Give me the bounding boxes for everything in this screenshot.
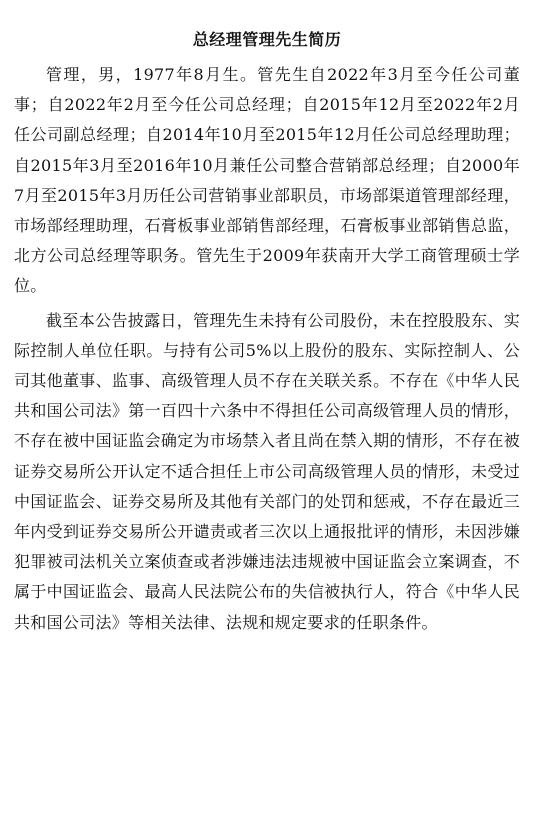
document-page [14,0,520,638]
document-title: 总经理管理先生简历 [192,30,342,49]
resume-paragraph: 管理，男，1977年8月生。管先生自2022年3月至今任公司董事；自2022年2月至今任公司总经理；自2015年12月至2022年2月任公司副总经理；自2014年10月至2015年12月任公司总经理助理；自2015年3月至2016年10月兼任公司整合营销部总经理；自2000年7月至2015年3月历任公司营销事业部职员，市场部渠道管理部经理，市场部经理助理，石膏板事业部销售部经理，石膏板事业部销售总监，北方公司总经理等职务。管先生于2009年获南开大学工商管理硕士学位。 [14,65,520,296]
disclosure-paragraph: 截至本公告披露日，管理先生未持有公司股份，未在控股股东、实际控制人单位任职。与持有公司5%以上股份的股东、实际控制人、公司其他董事、监事、高级管理人员不存在关联关系。不存在《中华人民共和国公司法》第一百四十六条中不得担任公司高级管理人员的情形，不存在被中国证监会确定为市场禁入者且尚在禁入期的情形，不存在被证券交易所公开认定不适合担任上市公司高级管理人员的情形，未受过中国证监会、证券交易所及其他有关部门的处罚和惩戒，不存在最近三年内受到证券交易所公开谴责或者三次以上通报批评的情形，未因涉嫌犯罪被司法机关立案侦查或者涉嫌违法违规被中国证监会立案调查，不属于中国证监会、最高人民法院公布的失信被执行人，符合《中华人民共和国公司法》等相关法律、法规和规定要求的任职条件。 [14,310,520,632]
